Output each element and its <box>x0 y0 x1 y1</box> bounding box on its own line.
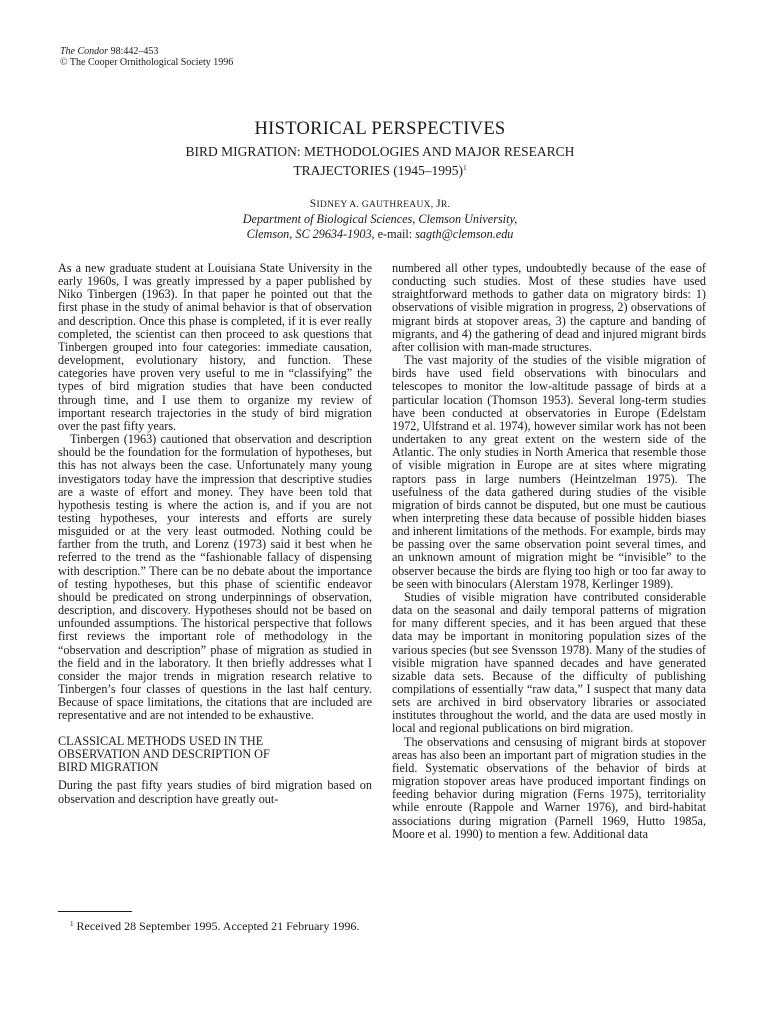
footnote <box>58 917 372 933</box>
paragraph: The vast majority of the studies of the visible migration of birds have used field observations with binoculars and telescopes to monitor the low-altitude passage of birds at a particular location (Thomson 1953). Several long-term studies have been conducted at observatories in Europe (Edelstam 1972, Ulfstrand et al. 1974), however similar work has not been undertaken to any great extent on the western side of the Atlantic. The only studies in North America that resemble those of visible migration in Europe are at sites where migrating raptors pass in large numbers (Heintzelman 1975). The usefulness of the data gathered during studies of the visible migration of birds cannot be disputed, but one must be cautious when interpreting these data because of possible hidden biases and inherent limitations of the methods. For example, birds may be passing over the same observation point several times, and an unknown amount of migration might be “invisible” to the observer because the birds are flying too high or too far away to be seen with binoculars (Alerstam 1978, Kerlinger 1989). <box>392 353 706 591</box>
copyright-notice: © The Cooper Ornithological Society 1996 <box>60 57 234 68</box>
paragraph: The observations and censusing of migrant birds at stopover areas has also been an important part of migration studies in the field. Systematic observations of the behavior of birds at migration stopover areas have produced important findings on feeding behavior during migration (Ferns 1975), territoriality while enroute (Rappole and Warner 1976), and bird-habitat associations during migration (Parnell 1969, Hutto 1985a, Moore et al. 1990) to mention a few. Additional data <box>392 734 706 841</box>
paragraph: During the past fifty years studies of bird migration based on observation and description have greatly out- <box>58 778 372 806</box>
title-block <box>60 118 700 242</box>
paragraph: As a new graduate student at Louisiana State University in the early 1960s, I was greatly impressed by a paper published by Niko Tinbergen (1963). In that paper he pointed out that the first phase in the study of animal behavior is that of observation and description. Once this phase is completed, if it is ever really completed, the scientist can then proceed to ask questions that Tinbergen grouped into four categories: immediate causation, development, evolutionary history, and function. These categories have proven very useful to me in “classifying” the types of bird migration studies that have been conducted through time, and I use them to organize my review of important research trajectories in the study of bird migration over the past fifty years. <box>58 261 372 433</box>
journal-citation: The Condor 98:442–453 <box>60 46 159 57</box>
author-name: SIDNEY A. GAUTHREAUX, JR. <box>309 198 451 210</box>
footnote-mark: 1 <box>70 920 74 928</box>
journal-name: The Condor <box>60 46 109 57</box>
article-title-line-2: TRAJECTORIES (1945–1995)$^1$ <box>293 163 467 178</box>
paragraph: Tinbergen (1963) cautioned that observation and description should be the foundation for the formulation of hypotheses, but this has not always been the case. Unfortunately many young investigators today have the impression that descriptive studies are a waste of effort and money. They have been told that hypothesis testing is where the action is, and if you are not testing hypotheses, your interests and efforts are surely misguided or at the very least outmoded. Nothing could be farther from the truth, and Lorenz (1973) said it best when he referred to the trend as the “fashionable fallacy of dispensing with description.” There can be no debate about the importance of testing hypotheses, but this phase of scientific endeavor should be predicated on strong underpinnings of observation, description, and discovery. Hypotheses should not be based on unfounded assumptions. The historical perspective that follows first reviews the important role of methodology in the “observation and description” phase of migration as studied in the field and in the laboratory. It then briefly addresses what I consider the major trends in migration research relative to Tinbergen’s four classes of questions in the last half century. Because of space limitations, the citations that are included are representative and are not intended to be exhaustive. <box>58 432 372 723</box>
footnote-reference-mark: 1 <box>463 164 467 172</box>
article-title <box>60 143 700 179</box>
left-column <box>58 262 372 806</box>
article-title-line-1: BIRD MIGRATION: METHODOLOGIES AND MAJOR RESEARCH <box>185 144 575 159</box>
footnote-text: Received 28 September 1995. Accepted 21 February 1996. <box>73 919 360 933</box>
right-column <box>392 262 706 841</box>
paragraph: Studies of visible migration have contributed considerable data on the seasonal and daily temporal patterns of migration for many different species, and it has been argued that these data may be important in monitoring population sizes of the various species (but see Svensson 1978). Many of the studies of visible migration have spanned decades and have generated sizable data sets. Because of the difficulty of publishing compilations of essentially “raw data,” I suspect that many data sets are archived in bird observatory libraries or associated institutes throughout the world, and the data are used mostly in local and regional publications on bird migration. <box>392 589 706 736</box>
author-email: sagth@clemson.edu <box>415 227 514 241</box>
footnote-divider <box>58 911 132 912</box>
article-section-title: HISTORICAL PERSPECTIVES <box>254 119 506 139</box>
affiliation-line-1: Department of Biological Sciences, Clemson University, <box>242 212 518 226</box>
author-affiliation <box>60 212 700 242</box>
affiliation-line-2: Clemson, SC 29634-1903, e-mail: sagth@clemson.edu <box>246 227 514 241</box>
journal-header <box>60 46 233 68</box>
paragraph: numbered all other types, undoubtedly because of the ease of conducting such studies. Most of these studies have used straightforward methods to gather data on migratory birds: 1) observations of visible migration in progress, 2) observations of migrant birds at stopover areas, 3) the capture and banding of migrants, and 4) the gathering of dead and injured migrant birds after collision with man-made structures. <box>392 261 706 354</box>
section-heading: CLASSICAL METHODS USED IN THE OBSERVATION AND DESCRIPTION OF BIRD MIGRATION <box>58 734 270 775</box>
